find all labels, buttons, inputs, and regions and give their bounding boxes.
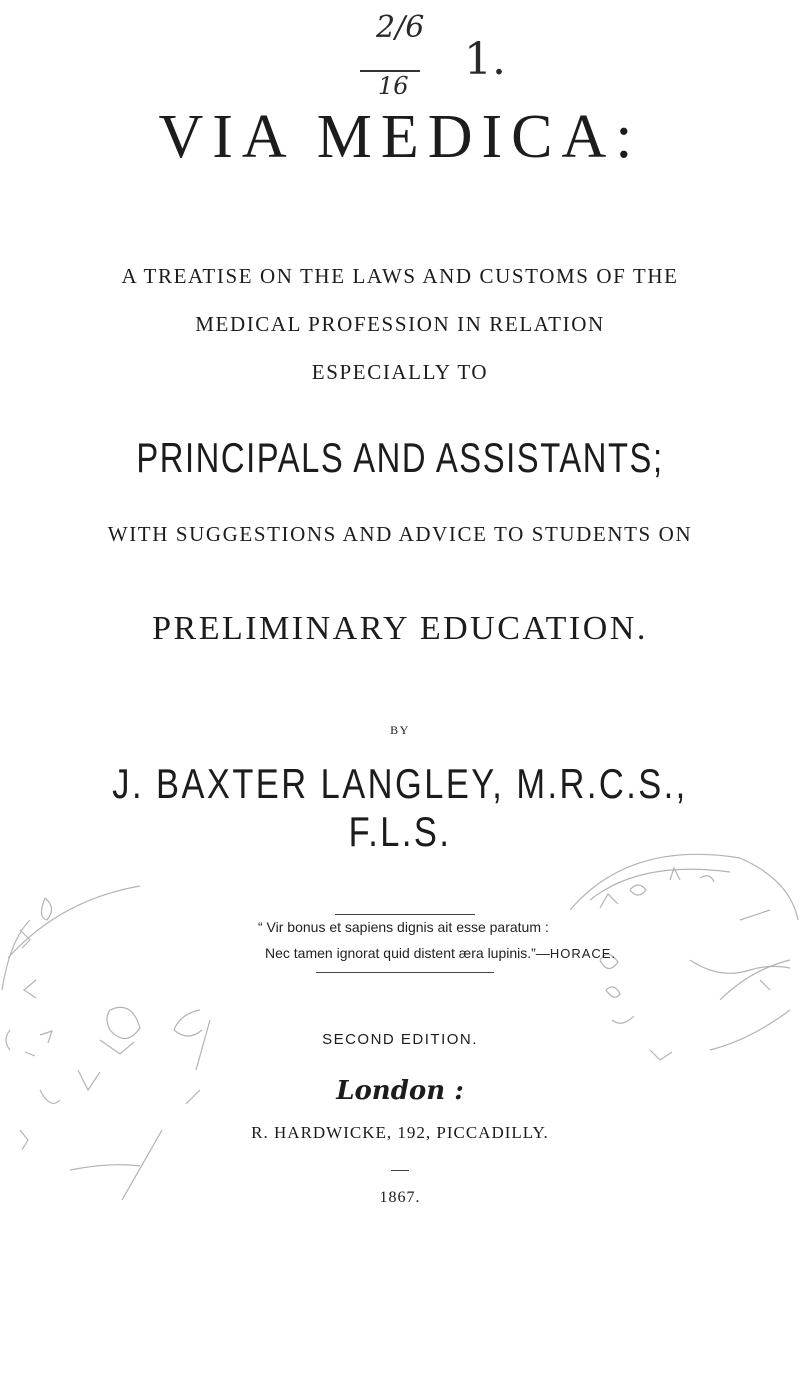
epigraph-author: HORACE. [549,946,617,961]
epigraph-line-2-text: Nec tamen ignorat quid distent æra lupinis.”— [265,945,550,961]
imprint-rule [391,1170,409,1171]
imprint-publisher: R. HARDWICKE, 192, PICCADILLY. [251,1123,549,1142]
epigraph [258,914,617,967]
edition-label: SECOND EDITION. [322,1031,478,1048]
pencil-shelfmark-number: 16 [378,72,409,100]
epigraph-line-1: “ Vir bonus et sapiens dignis ait esse paratum : [258,919,549,935]
principals-heading: PRINCIPALS AND ASSISTANTS; [136,434,664,481]
subtitle-line-2: MEDICAL PROFESSION IN RELATION [195,312,605,336]
book-title: VIA MEDICA: [158,103,642,171]
imprint-year: 1867. [379,1189,421,1206]
epigraph-line-2 [258,940,617,967]
pencil-shelfmark-top: 2/6 [376,10,425,45]
epigraph-rule-bottom [316,972,494,973]
pencil-mark: 1. [464,34,506,85]
author-name: J. BAXTER LANGLEY, M.R.C.S., F.L.S. [112,760,688,855]
suggestions-line: WITH SUGGESTIONS AND ADVICE TO STUDENTS ON [107,522,693,546]
by-label: BY [390,723,410,737]
imprint-city: London : [336,1076,464,1106]
subtitle-line-3: ESPECIALLY TO [311,360,489,384]
subtitle-line-1: A TREATISE ON THE LAWS AND CUSTOMS OF THE [121,264,679,288]
preliminary-heading: PRELIMINARY EDUCATION. [152,610,648,647]
